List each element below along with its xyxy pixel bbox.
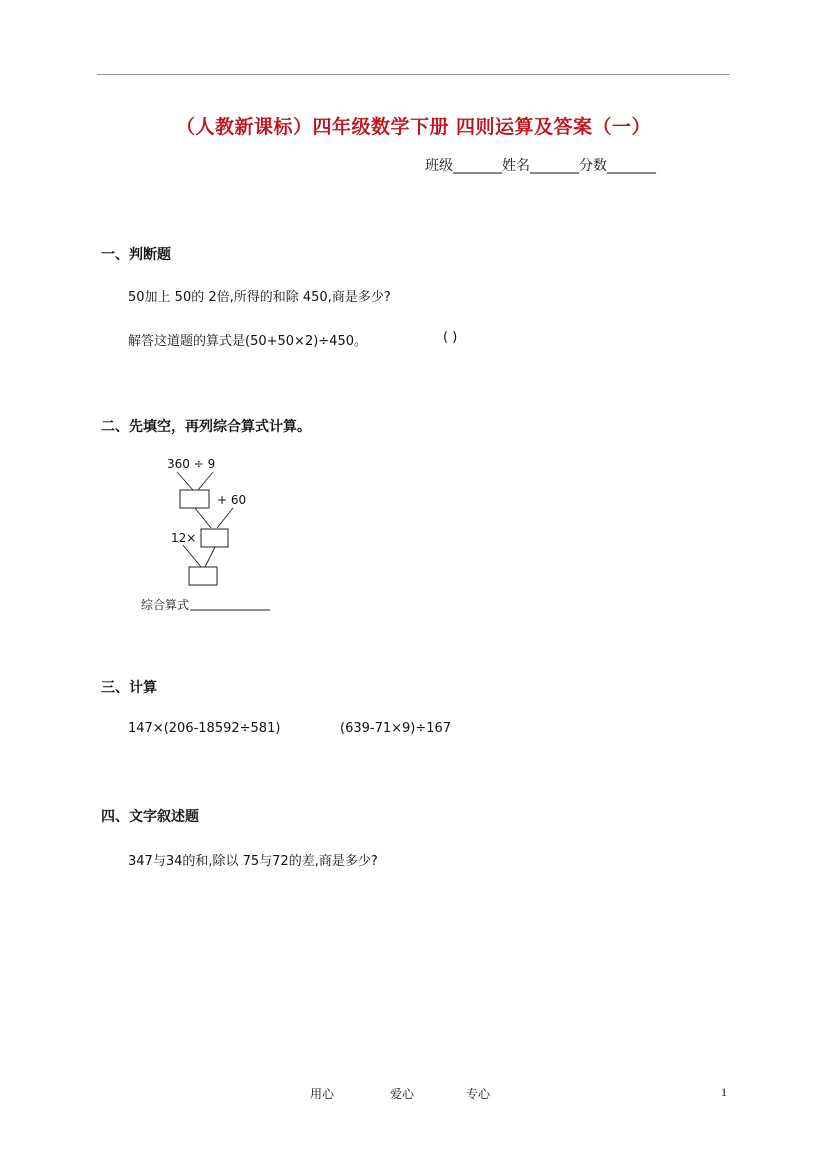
diagram-connector [205, 547, 215, 567]
expression-1: 147×(206-18592÷581) [128, 721, 281, 736]
section-1-heading: 一、判断题 [101, 247, 171, 263]
answer-bracket[interactable]: ( ) [443, 330, 458, 345]
expression-2: (639-71×9)÷167 [340, 721, 452, 736]
diagram-connector [217, 508, 233, 528]
diagram-connector [183, 545, 201, 567]
diagram-mult-label: 12× [171, 531, 197, 545]
calculation-tree-diagram [135, 452, 285, 617]
word-problem: 347与34的和,除以 75与72的差,商是多少? [128, 854, 378, 869]
section-1-statement: 解答这道题的算式是(50+50×2)÷450。 [128, 334, 367, 349]
section-4-heading: 四、文字叙述题 [101, 809, 199, 825]
diagram-connector [195, 508, 211, 528]
footer-word-3: 专心 [466, 1087, 491, 1101]
diagram-connector [177, 472, 193, 490]
section-2-heading: 二、先填空，再列综合算式计算。 [101, 419, 311, 435]
footer-word-1: 用心 [310, 1087, 335, 1101]
page-number: 1 [721, 1085, 727, 1099]
answer-box-3[interactable] [189, 567, 217, 585]
diagram-connector [198, 472, 213, 490]
diagram-add-label: + 60 [217, 493, 247, 507]
formula-label: 综合算式 [141, 598, 190, 612]
header-rule [97, 74, 730, 75]
answer-box-1[interactable] [180, 490, 209, 508]
section-1-question: 50加上 50的 2倍,所得的和除 450,商是多少? [128, 290, 391, 305]
student-info-line: 班级_______姓名_______分数_______ [425, 158, 656, 174]
diagram-top-expression: 360 ÷ 9 [167, 457, 216, 471]
answer-box-2[interactable] [201, 529, 228, 547]
section-3-heading: 三、计算 [101, 680, 157, 696]
footer-word-2: 爱心 [390, 1087, 415, 1101]
page-title: （人教新课标）四年级数学下册 四则运算及答案（一） [175, 116, 652, 138]
